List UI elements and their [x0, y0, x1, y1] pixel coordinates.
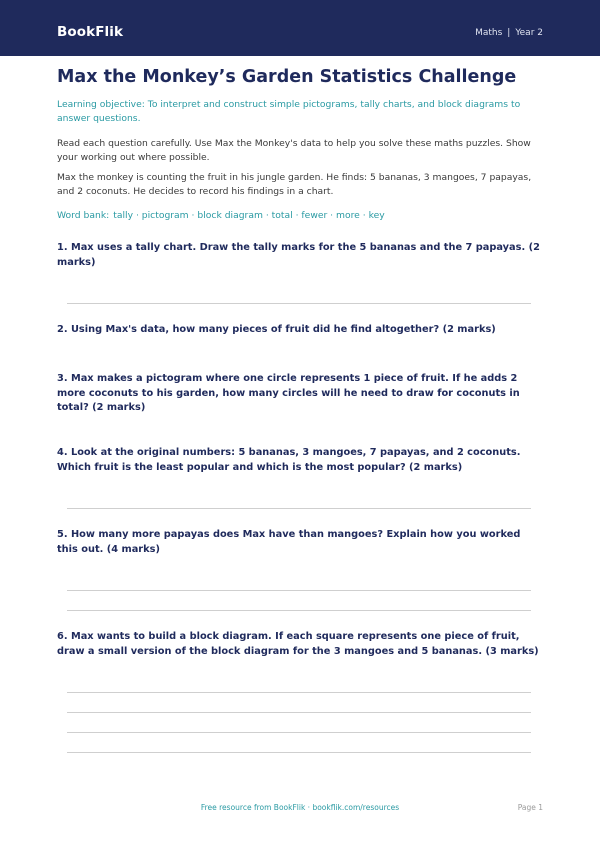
answer-line[interactable]	[67, 752, 531, 753]
answer-line[interactable]	[67, 303, 531, 304]
subject-label: Maths	[475, 28, 503, 38]
question-4: 4. Look at the original numbers: 5 bananas, 3 mangoes, 7 papayas, and 2 coconuts. Which fruit is the least popular and which is the most popular? (2 marks)	[57, 447, 521, 473]
brand-logo-text: BookFlik	[57, 24, 124, 40]
answer-line[interactable]	[67, 692, 531, 693]
word-bank	[57, 209, 547, 223]
page-number: Page 1	[517, 803, 543, 812]
subject-year-label	[475, 26, 543, 40]
question-6: 6. Max wants to build a block diagram. If each square represents one piece of fruit, draw a small version of the block diagram for the 3 mangoes and 5 bananas. (3 marks)	[57, 631, 539, 657]
worksheet-title: Max the Monkey’s Garden Statistics Challenge	[57, 67, 517, 87]
question-3: 3. Max makes a pictogram where one circle represents 1 piece of fruit. If he adds 2 more coconuts to his garden, how many circles will he need to draw for coconuts in total? (2 marks)	[57, 373, 520, 413]
question-5: 5. How many more papayas does Max have than mangoes? Explain how you worked this out. (4 marks)	[57, 529, 521, 555]
answer-line[interactable]	[67, 732, 531, 733]
answer-line[interactable]	[67, 610, 531, 611]
learning-objective: Learning objective: To interpret and construct simple pictograms, tally charts, and block diagrams to answer questions.	[57, 99, 521, 124]
word-bank-label: Word bank:	[57, 210, 110, 221]
meta-separator: |	[507, 28, 511, 38]
story-paragraph: Max the monkey is counting the fruit in his jungle garden. He finds: 5 bananas, 3 mangoes, 7 papayas, and 2 coconuts. He decides to record his findings in a chart.	[57, 172, 532, 197]
answer-line[interactable]	[67, 590, 531, 591]
header-bar	[0, 0, 600, 56]
question-1: 1. Max uses a tally chart. Draw the tally marks for the 5 bananas and the 7 papayas. (2 marks)	[57, 242, 540, 268]
answer-line[interactable]	[67, 508, 531, 509]
answer-line[interactable]	[67, 712, 531, 713]
year-label: Year 2	[515, 28, 543, 38]
footer-credit: Free resource from BookFlik · bookflik.com/resources	[200, 803, 400, 812]
word-bank-words: tally · pictogram · block diagram · total · fewer · more · key	[113, 210, 385, 221]
instructions-paragraph: Read each question carefully. Use Max the Monkey's data to help you solve these maths puzzles. Show your working out where possible.	[57, 138, 531, 163]
question-2: 2. Using Max's data, how many pieces of fruit did he find altogether? (2 marks)	[57, 324, 496, 335]
